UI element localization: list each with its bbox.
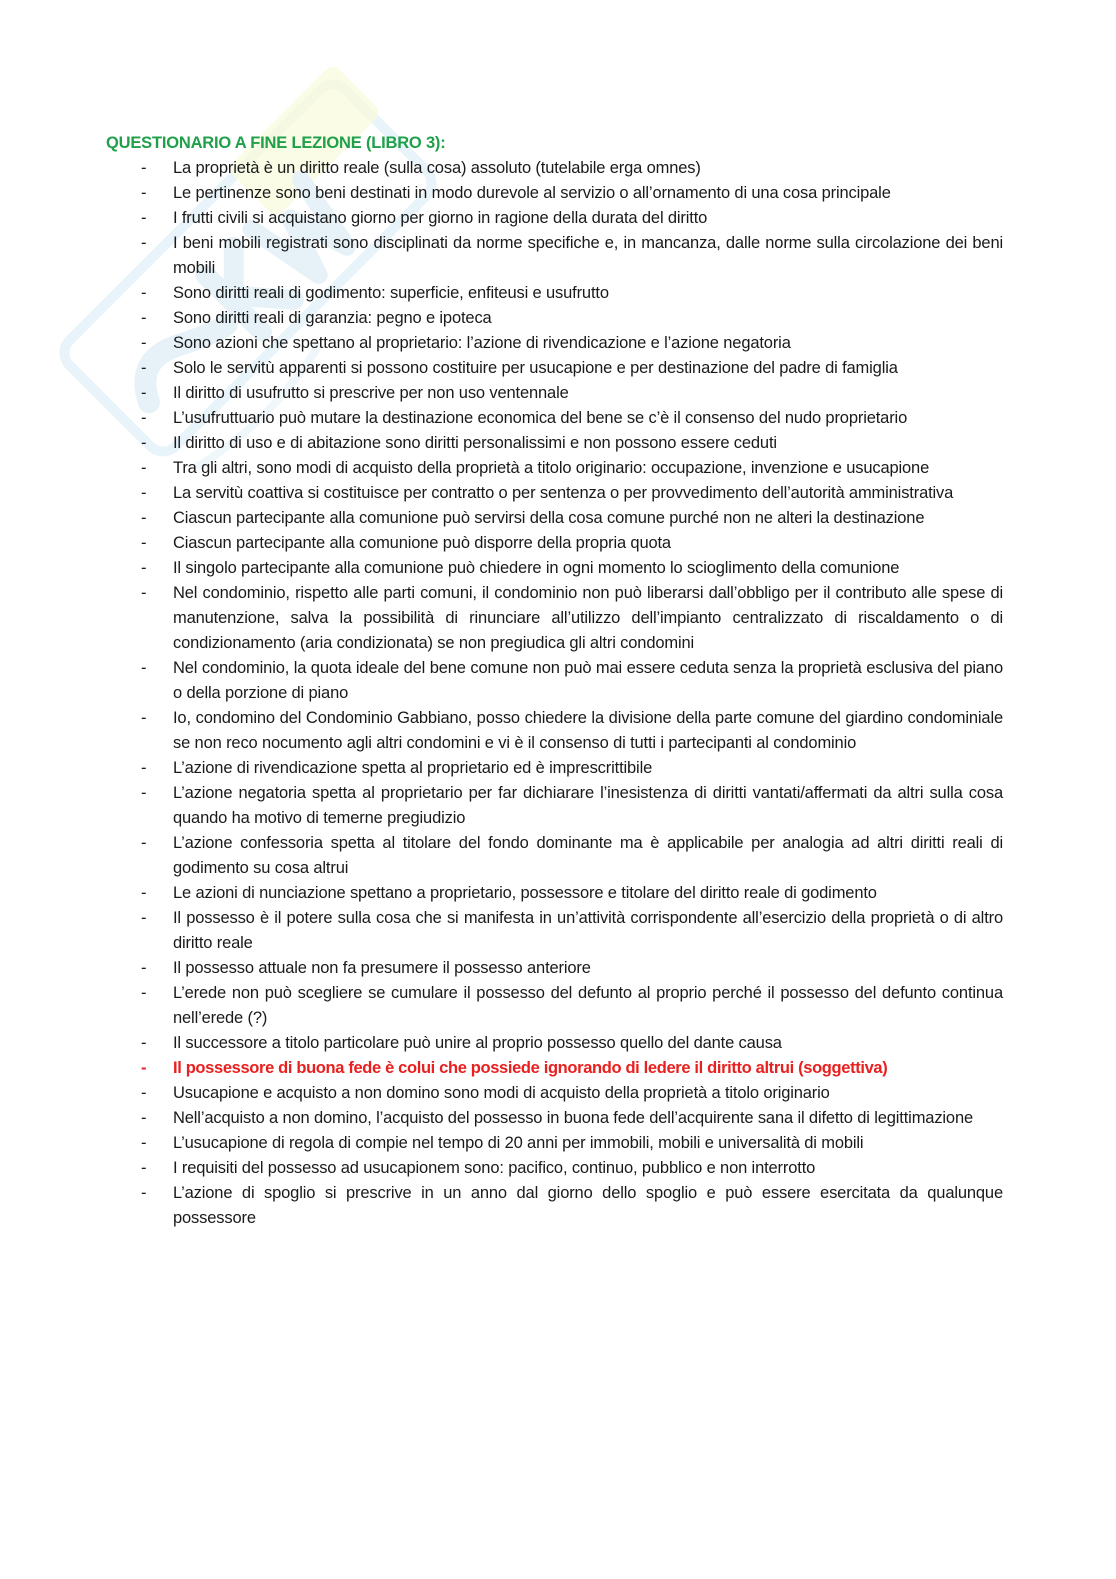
list-item xyxy=(106,756,1003,781)
list-item-text: Il possesso è il potere sulla cosa che si manifesta in un’attività corrispondente all’esercizio della proprietà o di altro diritto reale xyxy=(173,909,1003,952)
bullet-dash: - xyxy=(141,234,147,252)
list-item xyxy=(106,831,1003,881)
list-item-text: Ciascun partecipante alla comunione può disporre della propria quota xyxy=(173,534,671,552)
list-item xyxy=(106,356,1003,381)
list-item-text: Nell’acquisto a non domino, l’acquisto del possesso in buona fede dell’acquirente sana il difetto di legittimazione xyxy=(173,1109,974,1127)
list-item-text: La proprietà è un diritto reale (sulla cosa) assoluto (tutelabile erga omnes) xyxy=(173,159,701,177)
list-item-text: I frutti civili si acquistano giorno per giorno in ragione della durata del diritto xyxy=(173,209,708,227)
list-item xyxy=(106,956,1003,981)
list-item-text: Il successore a titolo particolare può unire al proprio possesso quello del dante causa xyxy=(173,1034,782,1052)
bullet-dash: - xyxy=(141,209,147,227)
list-item xyxy=(106,1131,1003,1156)
list-item xyxy=(106,456,1003,481)
list-item-text: Il possessore di buona fede è colui che possiede ignorando di ledere il diritto altrui (soggettiva) xyxy=(173,1059,888,1077)
list-item-text: Io, condomino del Condominio Gabbiano, posso chiedere la divisione della parte comune del giardino condominiale se non reco nocumento agli altri condomini e vi è il consenso di tutti i partecipanti al condominio xyxy=(173,709,1003,752)
bullet-dash: - xyxy=(141,884,147,902)
bullet-dash: - xyxy=(141,384,147,402)
bullet-dash: - xyxy=(141,434,147,452)
list-item xyxy=(106,231,1003,281)
list-item xyxy=(106,556,1003,581)
list-item-text: Sono diritti reali di godimento: superficie, enfiteusi e usufrutto xyxy=(173,284,609,302)
list-item xyxy=(106,1156,1003,1181)
bullet-dash: - xyxy=(141,159,147,177)
bullet-dash: - xyxy=(141,1034,147,1052)
questionnaire-section xyxy=(106,131,1003,1231)
question-list xyxy=(106,156,1003,1231)
bullet-dash: - xyxy=(141,1059,147,1077)
list-item-text: L’usufruttuario può mutare la destinazione economica del bene se c’è il consenso del nudo proprietario xyxy=(173,409,908,427)
list-item-text: Sono diritti reali di garanzia: pegno e ipoteca xyxy=(173,309,492,327)
bullet-dash: - xyxy=(141,1184,147,1202)
bullet-dash: - xyxy=(141,709,147,727)
list-item-text: Solo le servitù apparenti si possono costituire per usucapione e per destinazione del padre di famiglia xyxy=(173,359,898,377)
list-item xyxy=(106,331,1003,356)
bullet-dash: - xyxy=(141,984,147,1002)
list-item-text: L’azione di spoglio si prescrive in un anno dal giorno dello spoglio e può essere esercitata da qualunque possessore xyxy=(173,1184,1003,1227)
bullet-dash: - xyxy=(141,959,147,977)
section-heading: QUESTIONARIO A FINE LEZIONE (LIBRO 3): xyxy=(106,134,446,152)
list-item-text: Sono azioni che spettano al proprietario: l’azione di rivendicazione e l’azione negatoria xyxy=(173,334,791,352)
bullet-dash: - xyxy=(141,409,147,427)
bullet-dash: - xyxy=(141,1159,147,1177)
list-item xyxy=(106,581,1003,656)
list-item xyxy=(106,981,1003,1031)
bullet-dash: - xyxy=(141,459,147,477)
bullet-dash: - xyxy=(141,559,147,577)
list-item xyxy=(106,906,1003,956)
bullet-dash: - xyxy=(141,1134,147,1152)
bullet-dash: - xyxy=(141,284,147,302)
bullet-dash: - xyxy=(141,359,147,377)
bullet-dash: - xyxy=(141,509,147,527)
list-item-text: Nel condominio, la quota ideale del bene comune non può mai essere ceduta senza la proprietà esclusiva del piano o della porzione di piano xyxy=(173,659,1003,702)
bullet-dash: - xyxy=(141,309,147,327)
list-item xyxy=(106,656,1003,706)
bullet-dash: - xyxy=(141,184,147,202)
list-item xyxy=(106,306,1003,331)
list-item xyxy=(106,1106,1003,1131)
list-item-text: Le pertinenze sono beni destinati in modo durevole al servizio o all’ornamento di una cosa principale xyxy=(173,184,891,202)
list-item-text: I requisiti del possesso ad usucapionem sono: pacifico, continuo, pubblico e non interrotto xyxy=(173,1159,816,1177)
list-item xyxy=(106,181,1003,206)
list-item-text: Usucapione e acquisto a non domino sono modi di acquisto della proprietà a titolo originario xyxy=(173,1084,830,1102)
list-item-text: La servitù coattiva si costituisce per contratto o per sentenza o per provvedimento dell’autorità amministrativa xyxy=(173,484,954,502)
bullet-dash: - xyxy=(141,784,147,802)
list-item xyxy=(106,1081,1003,1106)
list-item-text: L’azione di rivendicazione spetta al proprietario ed è imprescrittibile xyxy=(173,759,653,777)
list-item xyxy=(106,156,1003,181)
bullet-dash: - xyxy=(141,659,147,677)
list-item xyxy=(106,406,1003,431)
bullet-dash: - xyxy=(141,909,147,927)
list-item xyxy=(106,881,1003,906)
list-item-text: L’azione confessoria spetta al titolare del fondo dominante ma è applicabile per analogia ad altri diritti reali di godimento su cosa altrui xyxy=(173,834,1003,877)
list-item-text: L’azione negatoria spetta al proprietario per far dichiarare l’inesistenza di diritti vantati/affermati da altri sulla cosa quando ha motivo di temerne pregiudizio xyxy=(173,784,1003,827)
bullet-dash: - xyxy=(141,584,147,602)
bullet-dash: - xyxy=(141,759,147,777)
list-item-text: Il possesso attuale non fa presumere il possesso anteriore xyxy=(173,959,591,977)
list-item xyxy=(106,1031,1003,1056)
list-item-text: L’erede non può scegliere se cumulare il possesso del defunto al proprio perché il possesso del defunto continua nell’erede (?) xyxy=(173,984,1003,1027)
list-item-text: Nel condominio, rispetto alle parti comuni, il condominio non può liberarsi dall’obbligo per il contributo alle spese di manutenzione, salva la possibilità di rinunciare all’utilizzo dell’impianto centralizzato di riscaldamento o di condizionamento (aria condizionata) se non pregiudica gli altri condomini xyxy=(173,584,1003,652)
list-item-text: Il diritto di uso e di abitazione sono diritti personalissimi e non possono essere ceduti xyxy=(173,434,777,452)
list-item xyxy=(106,706,1003,756)
list-item xyxy=(106,206,1003,231)
list-item-highlighted xyxy=(106,1056,1003,1081)
list-item xyxy=(106,1181,1003,1231)
list-item-text: L’usucapione di regola di compie nel tempo di 20 anni per immobili, mobili e universalità di mobili xyxy=(173,1134,864,1152)
list-item-text: Ciascun partecipante alla comunione può servirsi della cosa comune purché non ne alteri la destinazione xyxy=(173,509,925,527)
list-item xyxy=(106,506,1003,531)
list-item xyxy=(106,281,1003,306)
list-item xyxy=(106,481,1003,506)
bullet-dash: - xyxy=(141,1084,147,1102)
bullet-dash: - xyxy=(141,534,147,552)
list-item-text: Il singolo partecipante alla comunione può chiedere in ogni momento lo scioglimento della comunione xyxy=(173,559,900,577)
list-item xyxy=(106,431,1003,456)
list-item-text: Le azioni di nunciazione spettano a proprietario, possessore e titolare del diritto reale di godimento xyxy=(173,884,877,902)
bullet-dash: - xyxy=(141,484,147,502)
list-item-text: I beni mobili registrati sono disciplinati da norme specifiche e, in mancanza, dalle norme sulla circolazione dei beni mobili xyxy=(173,234,1003,277)
list-item xyxy=(106,781,1003,831)
list-item-text: Il diritto di usufrutto si prescrive per non uso ventennale xyxy=(173,384,569,402)
bullet-dash: - xyxy=(141,834,147,852)
bullet-dash: - xyxy=(141,1109,147,1127)
list-item xyxy=(106,531,1003,556)
bullet-dash: - xyxy=(141,334,147,352)
list-item-text: Tra gli altri, sono modi di acquisto della proprietà a titolo originario: occupazione, invenzione e usucapione xyxy=(173,459,930,477)
list-item xyxy=(106,381,1003,406)
